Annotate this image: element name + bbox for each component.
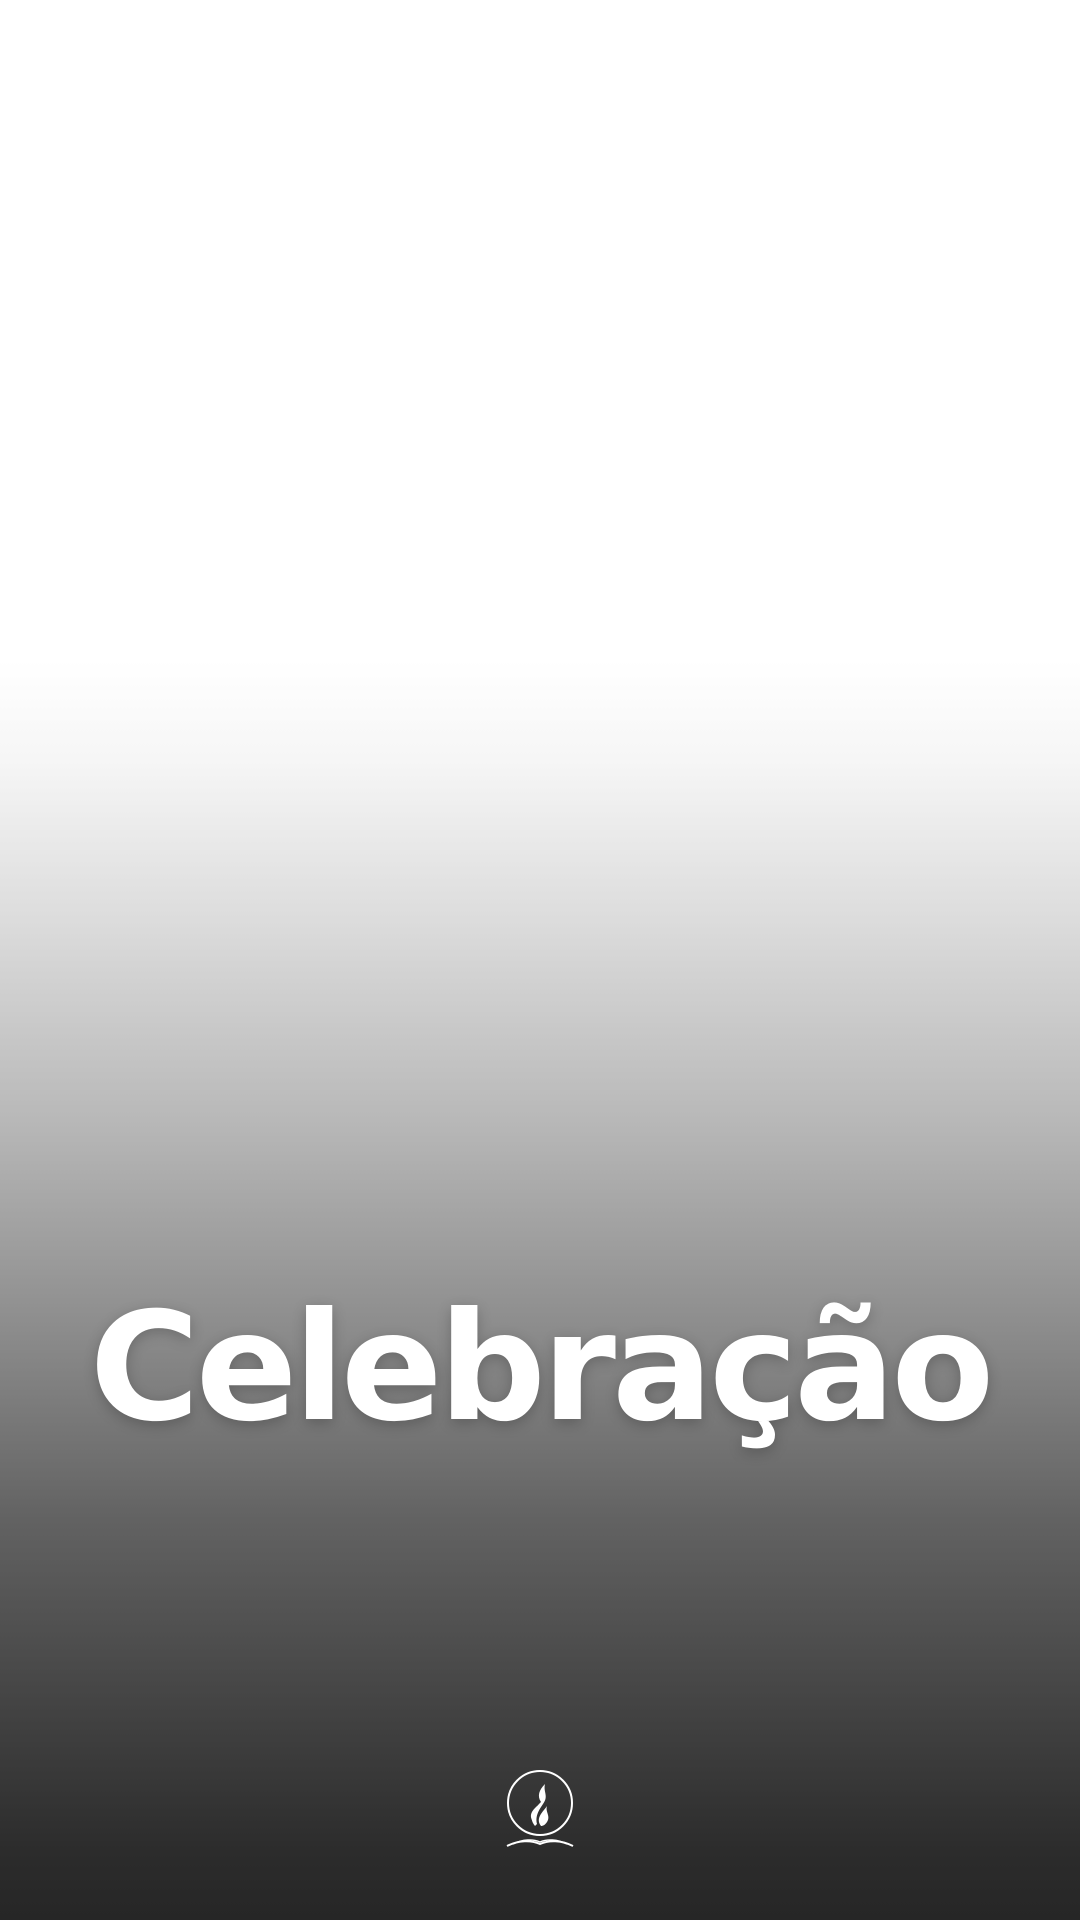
church-logo-icon: [505, 1768, 575, 1848]
screen-title: Celebração: [89, 1281, 991, 1455]
